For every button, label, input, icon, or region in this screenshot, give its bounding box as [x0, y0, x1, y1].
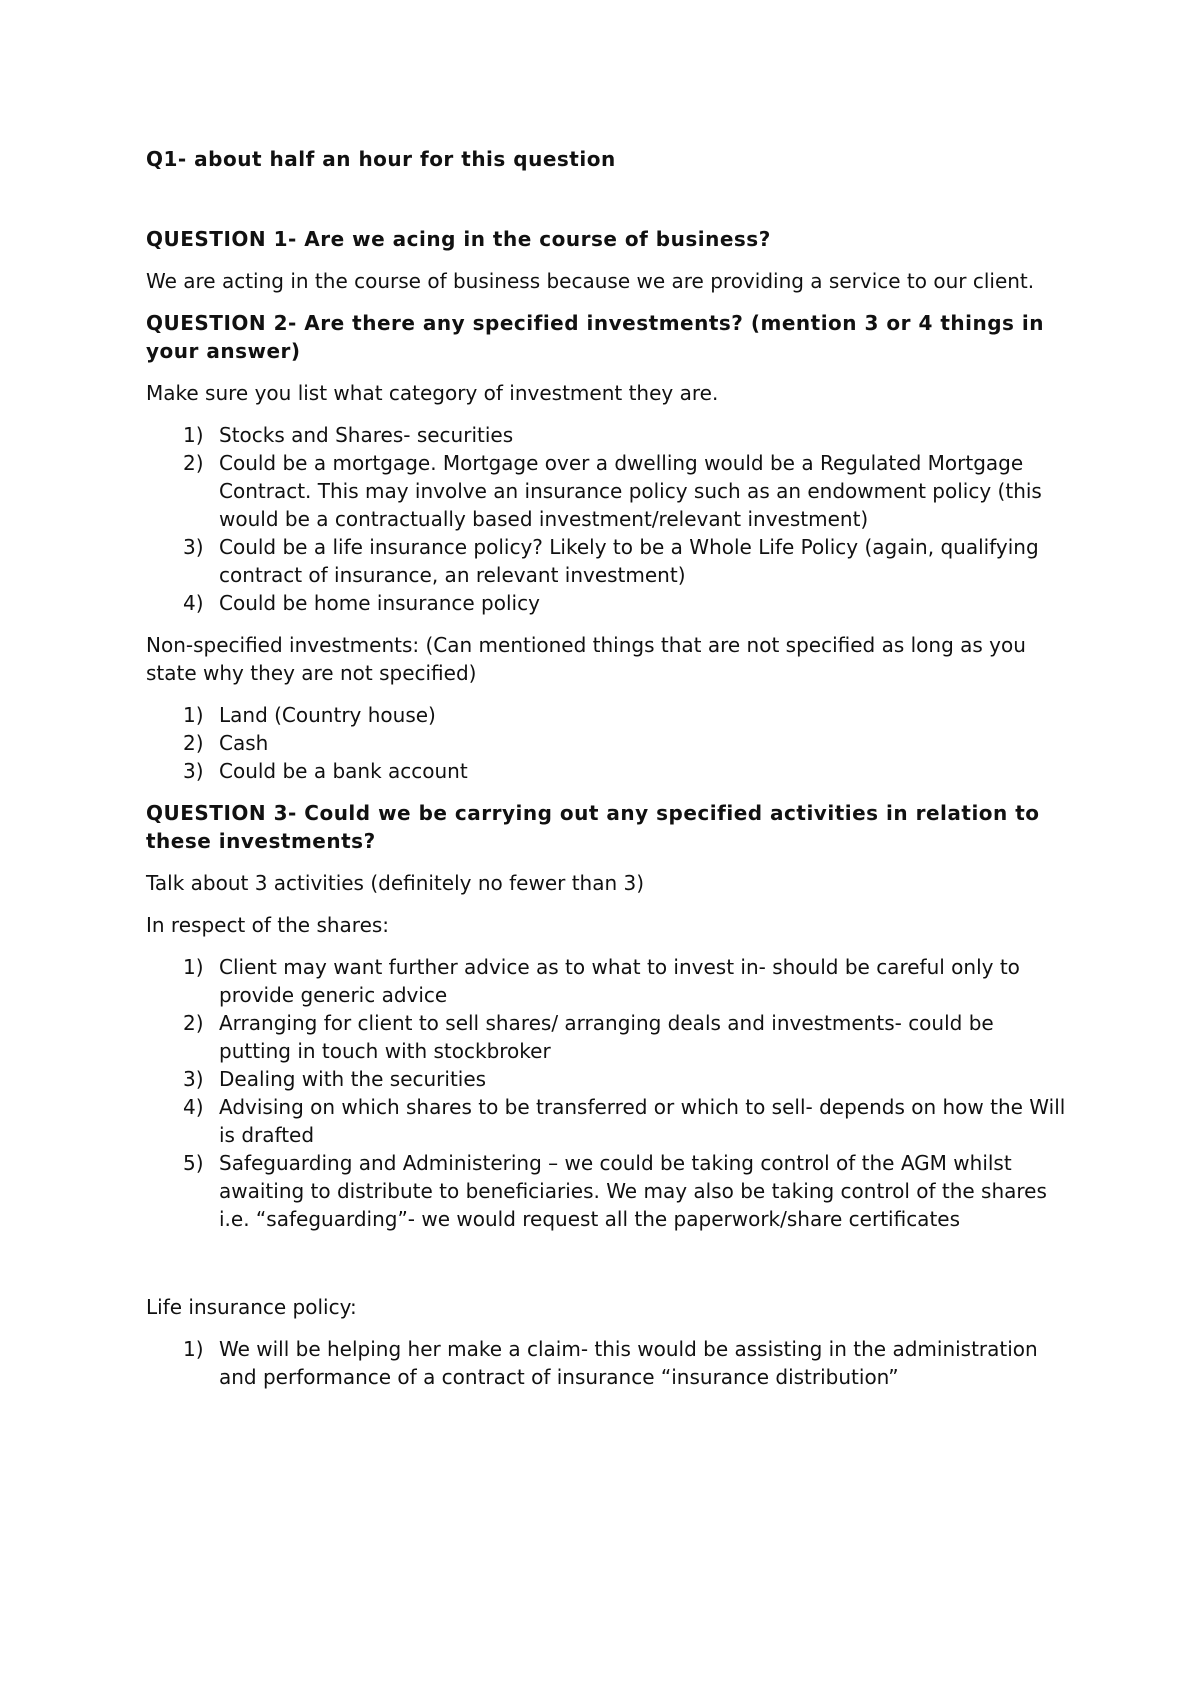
- non-specified-investments-list: [146, 701, 1066, 785]
- list-item: 3) Dealing with the securities: [183, 1067, 487, 1091]
- life-insurance-intro: Life insurance policy:: [146, 1295, 357, 1319]
- list-item: 3) Could be a bank account: [183, 759, 468, 783]
- document-body: [146, 145, 1066, 1391]
- document-title: Q1- about half an hour for this question: [146, 147, 616, 171]
- question-2-heading: QUESTION 2- Are there any specified investments? (mention 3 or 4 things in your answer): [146, 311, 1044, 363]
- question-1-answer: We are acting in the course of business because we are providing a service to our client.: [146, 269, 1035, 293]
- list-item: 1) Client may want further advice as to what to invest in- should be careful only to provide generic advice: [183, 955, 1020, 1007]
- list-item: 4) Advising on which shares to be transferred or which to sell- depends on how the Will is drafted: [183, 1095, 1066, 1147]
- question-2-intro: Make sure you list what category of investment they are.: [146, 381, 719, 405]
- non-specified-intro: Non-specified investments: (Can mentioned things that are not specified as long as you state why they are not specified): [146, 633, 1026, 685]
- shares-intro: In respect of the shares:: [146, 913, 390, 937]
- list-item: 1) Stocks and Shares- securities: [183, 423, 514, 447]
- list-item: 2) Arranging for client to sell shares/ arranging deals and investments- could be putting in touch with stockbroker: [183, 1011, 994, 1063]
- list-item: 2) Could be a mortgage. Mortgage over a dwelling would be a Regulated Mortgage Contract. This may involve an insurance policy such as an endowment policy (this would be a contractually based investment/relevant investment): [183, 451, 1042, 531]
- list-item: 1) Land (Country house): [183, 703, 436, 727]
- question-3-heading: QUESTION 3- Could we be carrying out any specified activities in relation to these investments?: [146, 801, 1040, 853]
- list-item: 3) Could be a life insurance policy? Likely to be a Whole Life Policy (again, qualifying contract of insurance, an relevant investment): [183, 535, 1039, 587]
- list-item: 4) Could be home insurance policy: [183, 591, 540, 615]
- list-item: 5) Safeguarding and Administering – we could be taking control of the AGM whilst awaiting to distribute to beneficiaries. We may also be taking control of the shares i.e. “safeguarding”- we would request all the paperwork/share certificates: [183, 1151, 1047, 1231]
- specified-investments-list: [146, 421, 1066, 617]
- list-item: 2) Cash: [183, 731, 269, 755]
- life-insurance-list: [146, 1335, 1066, 1391]
- list-item: 1) We will be helping her make a claim- this would be assisting in the administration and performance of a contract of insurance “insurance distribution”: [183, 1337, 1038, 1389]
- question-1-heading: QUESTION 1- Are we acing in the course of business?: [146, 227, 771, 251]
- question-3-intro: Talk about 3 activities (definitely no fewer than 3): [146, 871, 645, 895]
- shares-activities-list: [146, 953, 1066, 1233]
